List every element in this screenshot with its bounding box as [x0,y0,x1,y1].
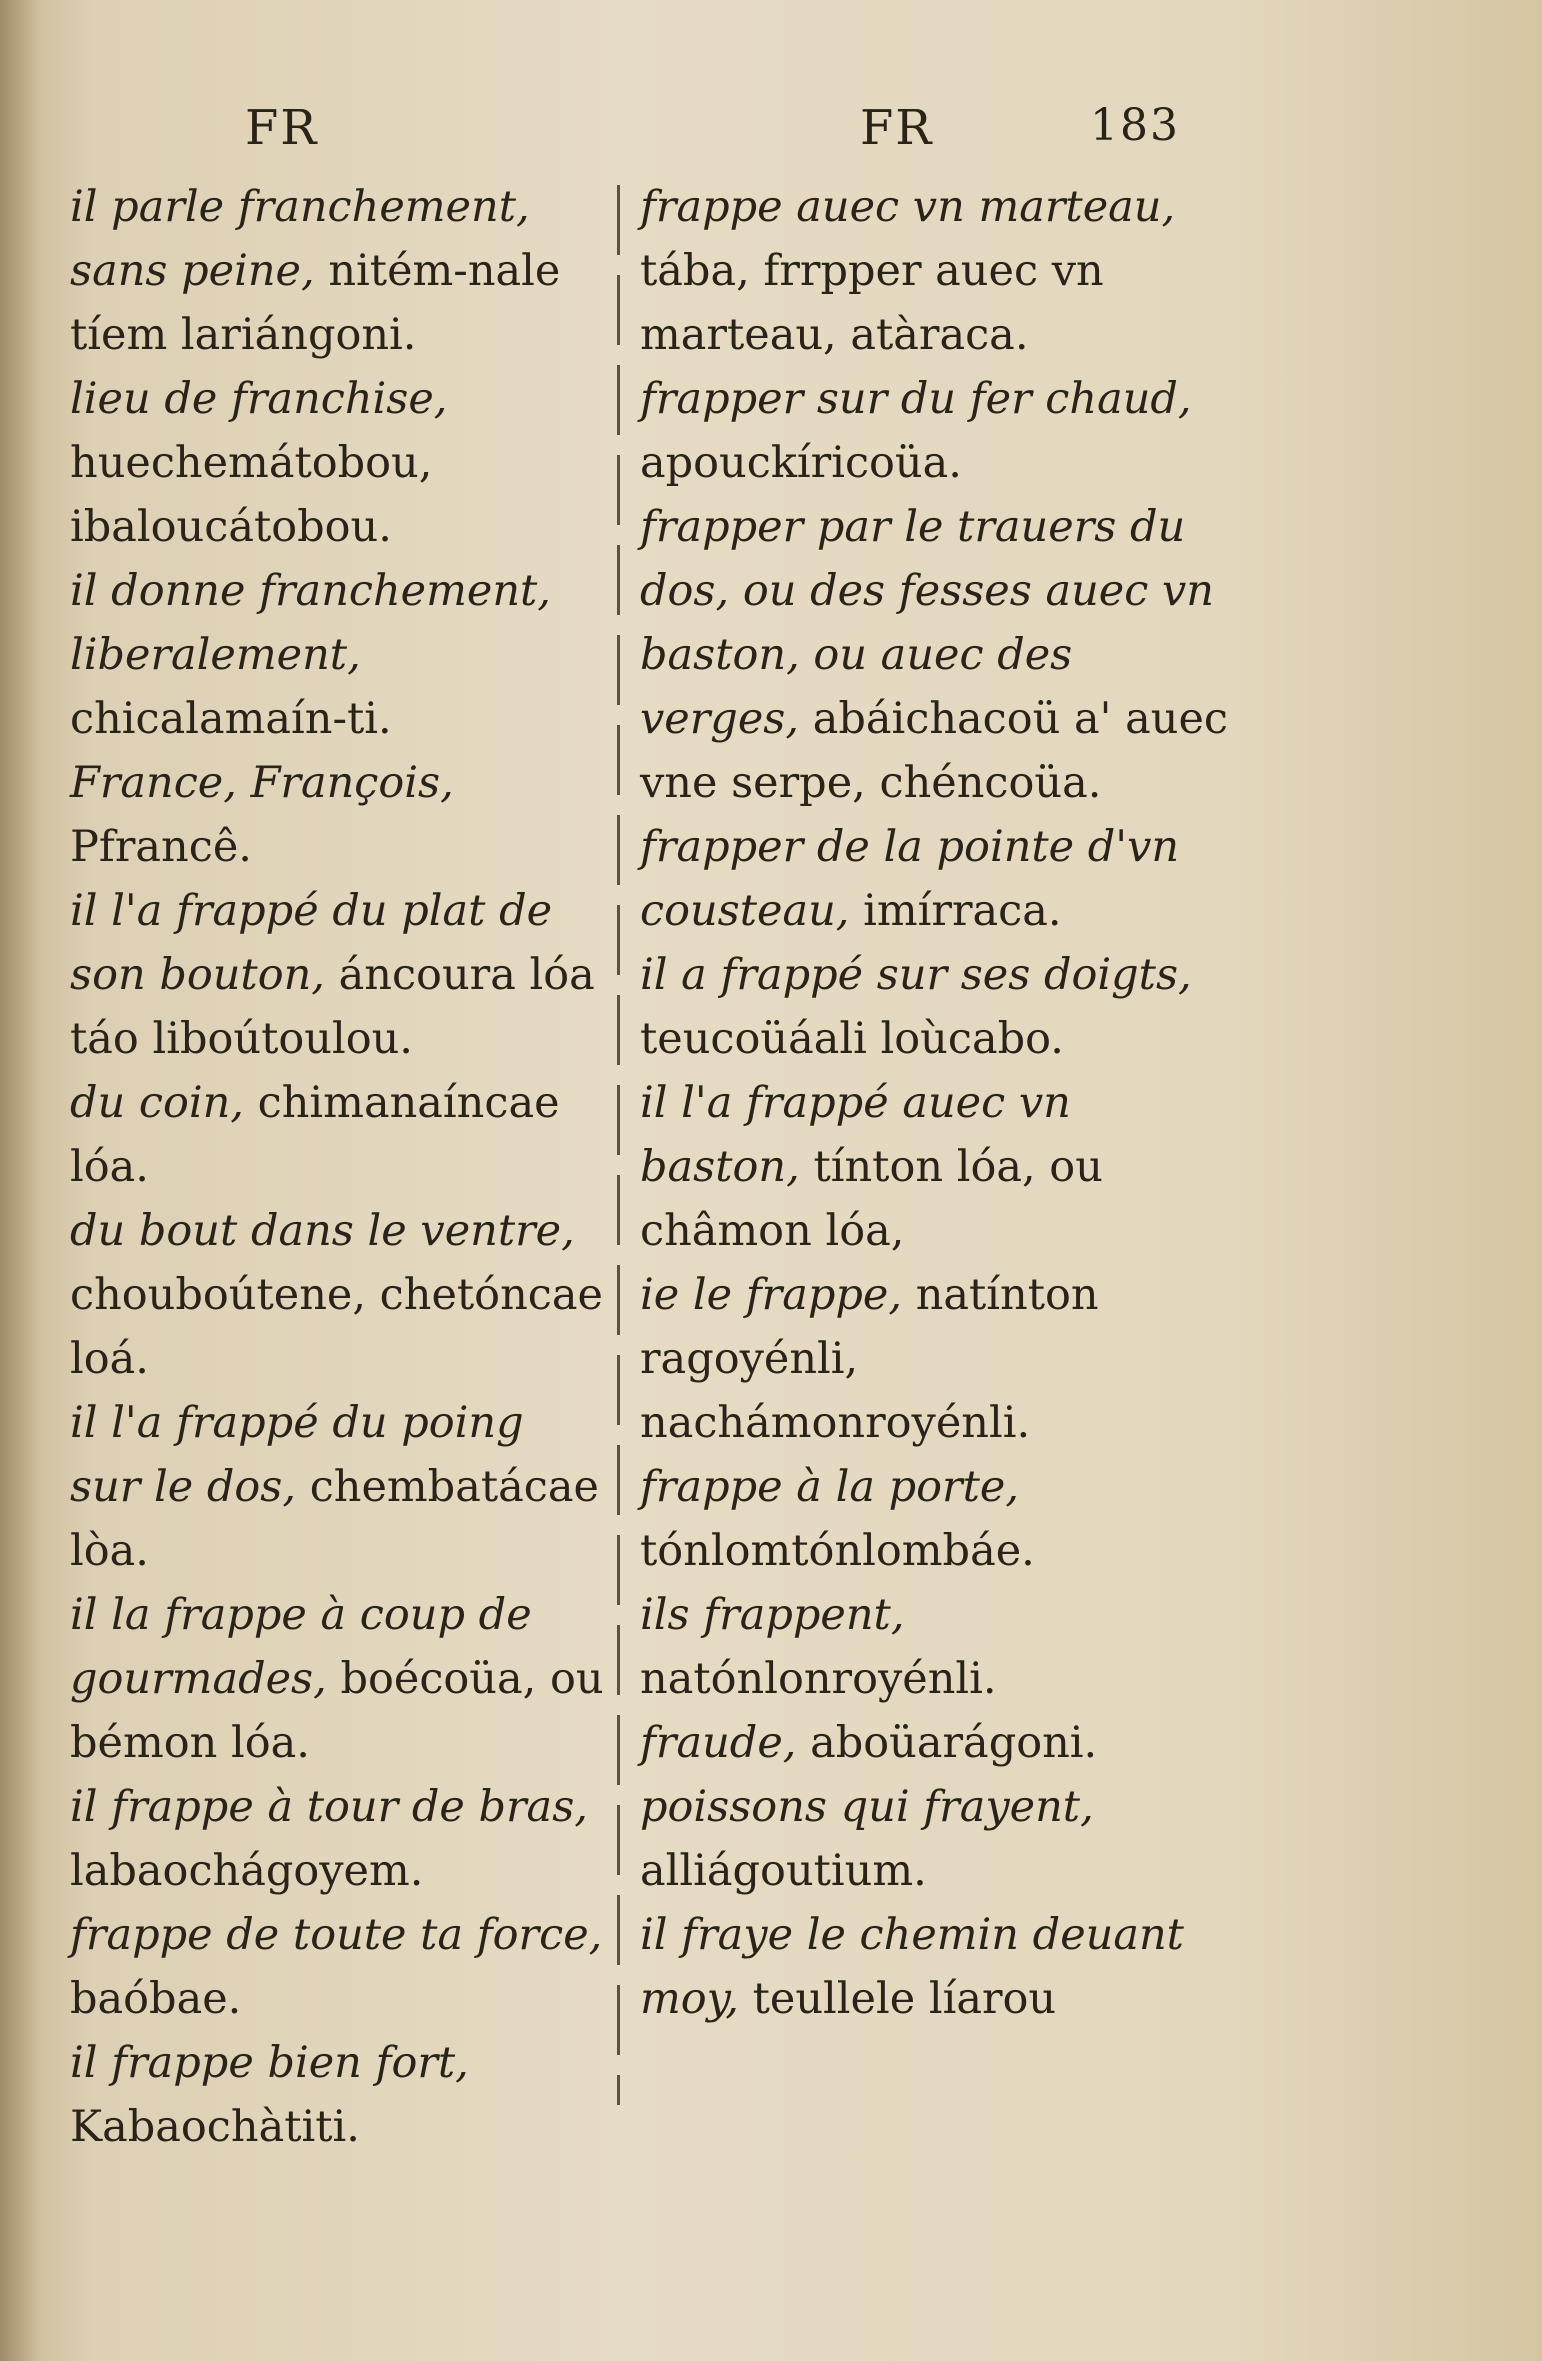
dictionary-entry [70,751,605,879]
page-number: 183 [1090,100,1180,151]
entry-headword: il la frappe à coup de gourmades, [70,1590,532,1704]
dictionary-entry [640,175,1240,367]
entry-translation: boécoüa, ou bémon lóa. [70,1654,604,1768]
entry-translation: chicalamaín-ti. [70,694,392,744]
entry-headword: il l'a frappé auec vn baston, [640,1078,1071,1192]
entry-translation: nitém-nale tíem lariángoni. [70,246,561,360]
dictionary-entry [640,495,1240,815]
entry-translation: Kabaochàtiti. [70,2102,360,2152]
entry-translation: natónlonroyénli. [640,1654,997,1704]
entry-headword: frapper par le trauers du dos, ou des fesses auec vn baston, ou auec des verges, [640,502,1214,744]
dictionary-entry [70,879,605,1071]
entry-headword: lieu de franchise, [70,374,448,424]
entry-translation: imírraca. [863,886,1062,936]
entry-translation: teullele líarou [752,1974,1057,2024]
dictionary-entry [70,1775,605,1903]
dictionary-entry [70,367,605,559]
dictionary-entry [640,815,1240,943]
entry-translation: baóbae. [70,1974,242,2024]
dictionary-entry [70,1583,605,1775]
header-center: FR [860,100,934,156]
dictionary-entry [70,1391,605,1583]
dictionary-entry [640,943,1240,1071]
dictionary-entry [640,1711,1240,1775]
entry-translation: apouckíricoüa. [640,438,962,488]
left-column [70,175,605,2159]
entry-headword: il donne franchement, liberalement, [70,566,551,680]
entry-translation: chembatácae lòa. [70,1462,599,1576]
entry-translation: tínton lóa, ou châmon lóa, [640,1142,1103,1256]
dictionary-entry [70,175,605,367]
entry-translation: áncoura lóa táo liboútoulou. [70,950,595,1064]
entry-translation: Pfrancê. [70,822,252,872]
entry-headword: poissons qui frayent, [640,1782,1094,1832]
entry-headword: du coin, [70,1078,244,1128]
entry-headword: du bout dans le ventre, [70,1206,575,1256]
column-divider [617,185,620,2105]
entry-headword: il fraye le chemin deuant moy, [640,1910,1184,2024]
entry-translation: teucoüáali loùcabo. [640,1014,1064,1064]
entry-headword: il parle franchement, sans peine, [70,182,530,296]
entry-translation: labaochágoyem. [70,1846,424,1896]
entry-headword: il frappe à tour de bras, [70,1782,588,1832]
entry-translation: tónlomtónlombáe. [640,1526,1035,1576]
entry-headword: il frappe bien fort, [70,2038,469,2088]
dictionary-entry [640,367,1240,495]
entry-headword: il l'a frappé du poing sur le dos, [70,1398,524,1512]
entry-translation: alliágoutium. [640,1846,927,1896]
entry-translation: aboüarágoni. [810,1718,1098,1768]
entry-headword: ie le frappe, [640,1270,903,1320]
entry-headword: frappe auec vn marteau, [640,182,1176,232]
dictionary-entry [70,559,605,751]
dictionary-entry [640,1583,1240,1711]
dictionary-entry [70,1071,605,1199]
entry-translation: natínton ragoyénli, nachámonroyénli. [640,1270,1099,1448]
spine-shadow [0,0,40,2361]
dictionary-entry [70,1199,605,1391]
dictionary-entry [640,1775,1240,1903]
dictionary-entry [640,1455,1240,1583]
entry-headword: fraude, [640,1718,797,1768]
entry-headword: frapper sur du fer chaud, [640,374,1192,424]
entry-headword: ils frappent, [640,1590,905,1640]
entry-headword: frappe de toute ta force, [70,1910,603,1960]
entry-translation: tába, frrpper auec vn marteau, atàraca. [640,246,1104,360]
dictionary-entry [70,2031,605,2159]
dictionary-entry [640,1071,1240,1263]
dictionary-entry [70,1903,605,2031]
entry-headword: il l'a frappé du plat de son bouton, [70,886,553,1000]
dictionary-entry [640,1903,1240,2031]
dictionary-entry [640,1263,1240,1455]
entry-translation: chouboútene, chetóncae loá. [70,1270,603,1384]
entry-headword: France, François, [70,758,454,808]
entry-headword: frappe à la porte, [640,1462,1020,1512]
entry-translation: abáichacoü a' auec vne serpe, chéncoüa. [640,694,1228,808]
entry-headword: frapper de la pointe d'vn cousteau, [640,822,1180,936]
entry-headword: il a frappé sur ses doigts, [640,950,1192,1000]
header-left: FR [245,100,319,156]
entry-translation: chimanaíncae lóa. [70,1078,560,1192]
right-column [640,175,1240,2031]
entry-translation: huechemátobou, ibaloucátobou. [70,438,433,552]
